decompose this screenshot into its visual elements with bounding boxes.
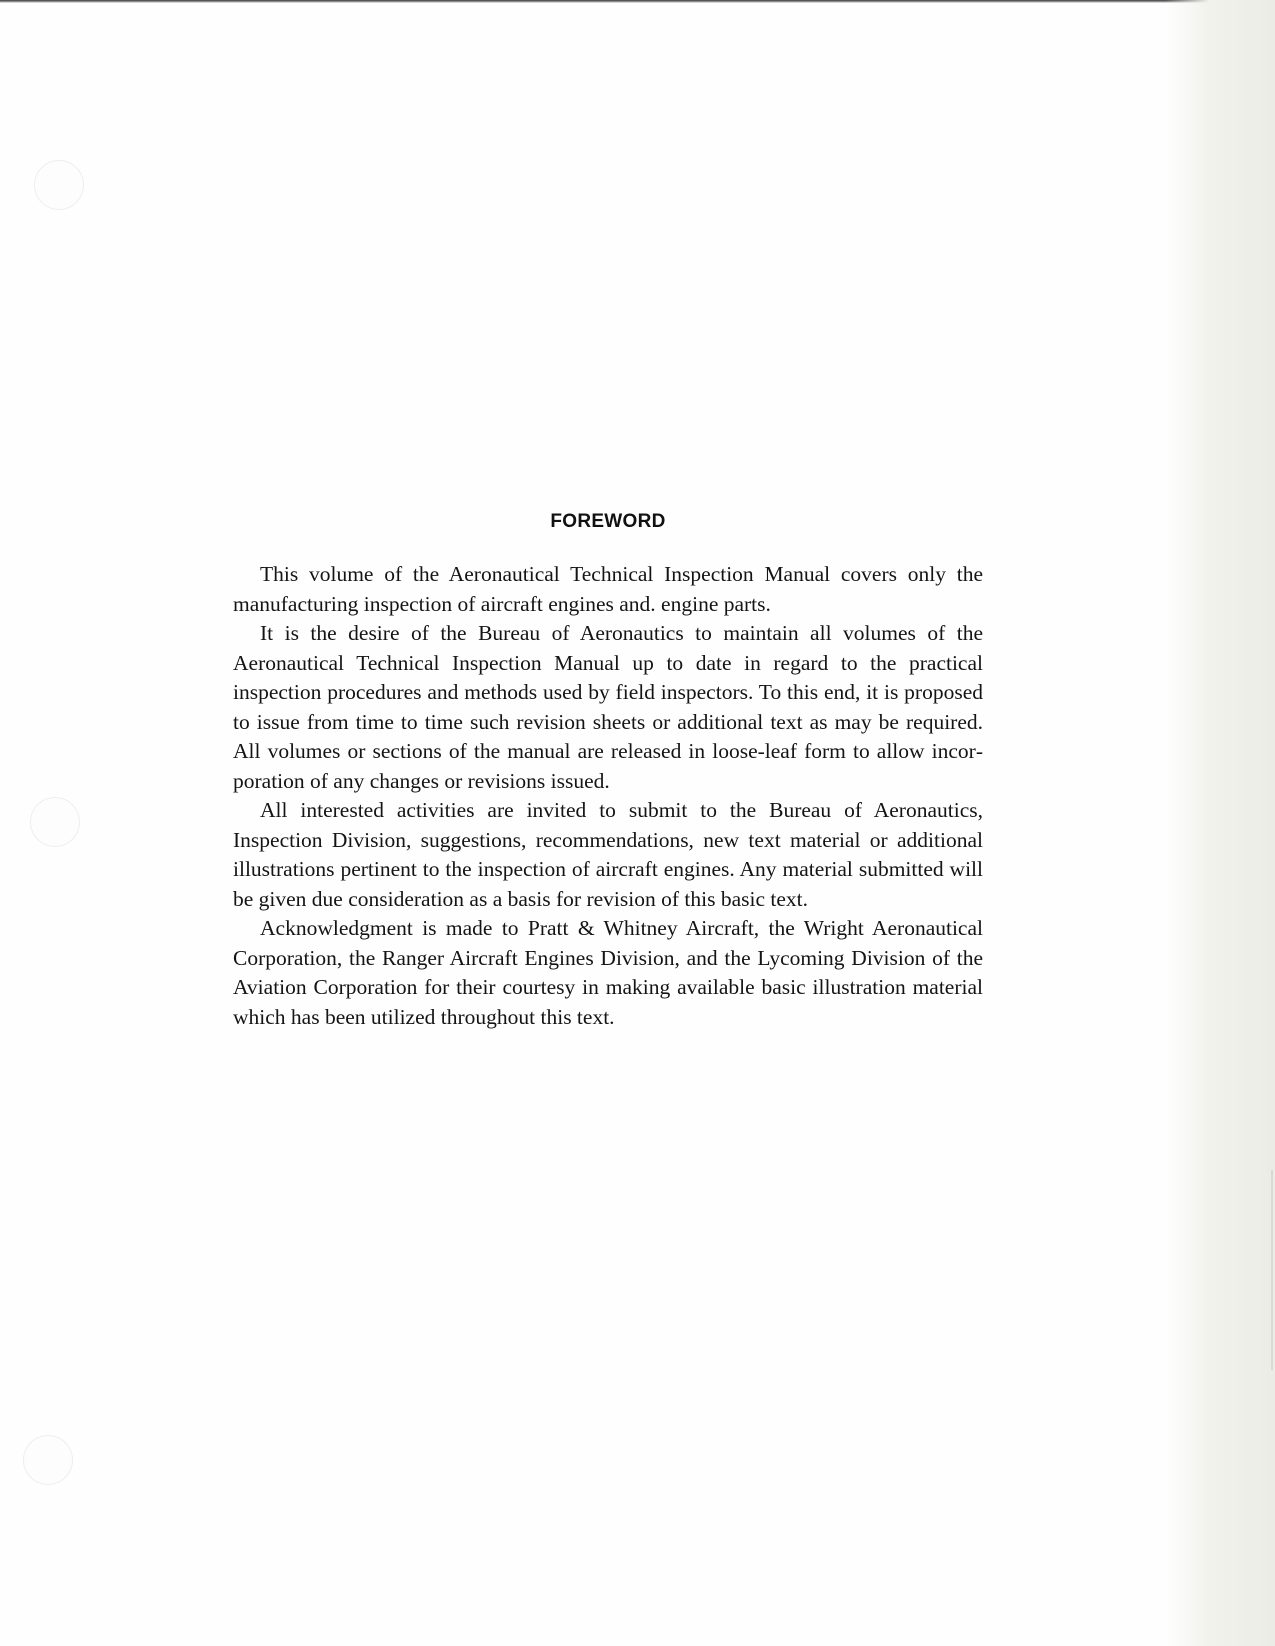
binder-hole [23,1435,73,1485]
page-title: FOREWORD [550,511,666,532]
foreword-paragraph-2: It is the desire of the Bureau of Aeronautics to maintain all volumes of the Aeronautical Technical Inspection Manual up to date in regard to the practical inspection procedures and methods used by field inspectors. To this end, it is proposed to issue from time to time such revision sheets or additional text as may be required. All volumes or sections of the manual are released in loose-leaf form to allow incorporation of any changes or revisions issued. [233,621,983,793]
page-top-edge [0,0,1275,3]
binder-hole [34,160,84,210]
binder-hole [30,797,80,847]
page-right-shadow [1165,0,1275,1646]
foreword-body [233,560,983,1032]
page-right-edge-mark [1271,1170,1273,1370]
foreword-paragraph-4: Acknowledgment is made to Pratt & Whitney Aircraft, the Wright Aeronautical Corporation, the Ranger Aircraft Engines Division, and the Lycoming Division of the Aviation Corporation for their courtesy in making available basic illustration material which has been utilized throughout this text. [233,916,983,1029]
foreword-paragraph-1: This volume of the Aeronautical Technical Inspection Manual covers only the manufacturing inspection of aircraft engines and. engine parts. [233,562,983,616]
foreword-paragraph-3: All interested activities are invited to submit to the Bureau of Aeronautics, Inspection Division, suggestions, recommendations, new text material or additional illustrations pertinent to the inspection of aircraft engines. Any material submitted will be given due consideration as a basis for revision of this basic text. [233,798,983,911]
